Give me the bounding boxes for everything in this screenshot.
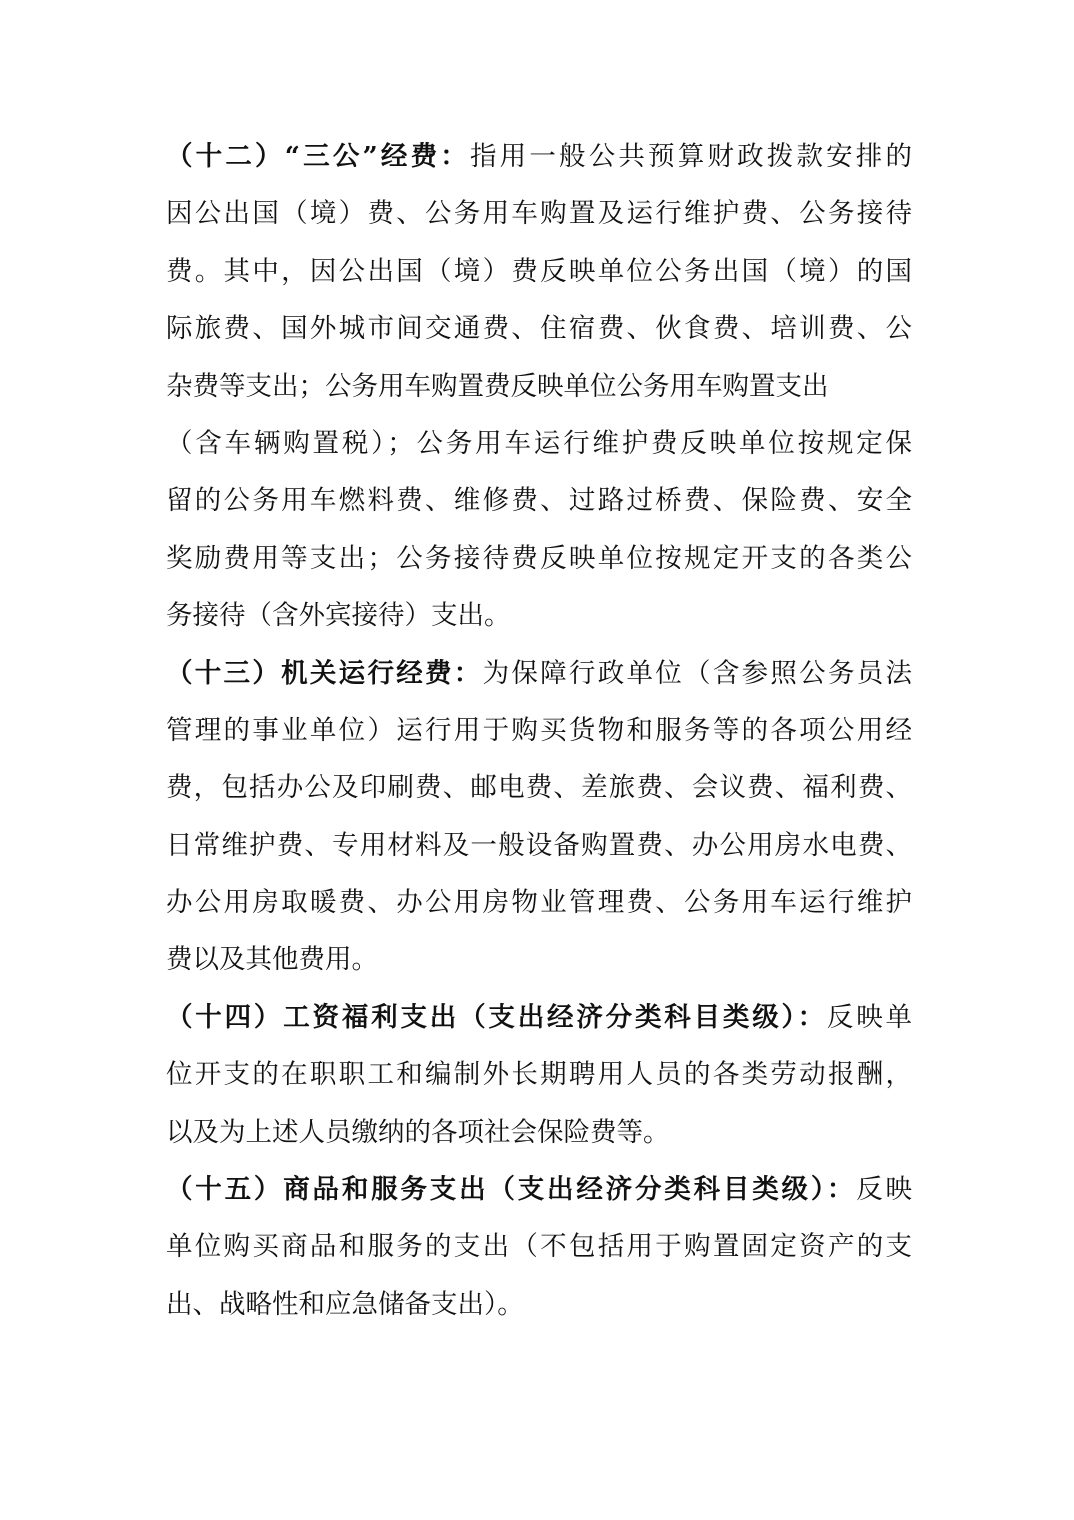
line-text: （含车辆购置税）；公务用车运行维护费反映单位按规定保	[166, 427, 912, 459]
text-line	[166, 759, 912, 816]
text-line	[166, 415, 912, 472]
line-text: 管理的事业单位）运行用于购买货物和服务等的各项公用经	[166, 714, 912, 746]
text-line	[166, 243, 912, 300]
text-line	[166, 1218, 912, 1275]
line-text: 日常维护费、专用材料及一般设备购置费、办公用房水电费、	[166, 829, 912, 861]
text-line	[166, 1161, 912, 1218]
line-text: 位开支的在职职工和编制外长期聘用人员的各类劳动报酬，	[166, 1059, 912, 1091]
line-text: 因公出国（境）费、公务用车购置及运行维护费、公务接待	[166, 198, 912, 230]
line-text: 指用一般公共预算财政拨款安排的	[469, 141, 912, 172]
text-line	[166, 931, 912, 988]
paragraph-wages-welfare	[166, 989, 912, 1161]
text-line	[166, 472, 912, 529]
line-text: 奖励费用等支出；公务接待费反映单位按规定开支的各类公	[166, 542, 912, 574]
line-text: 杂费等支出；公务用车购置费反映单位公务用车购置支出	[166, 370, 829, 402]
text-line	[166, 128, 912, 185]
line-text: 以及为上述人员缴纳的各项社会保险费等。	[166, 1116, 670, 1148]
term-heading: （十二）“三公”经费：	[166, 141, 470, 172]
line-text: 办公用房取暖费、办公用房物业管理费、公务用车运行维护	[166, 887, 912, 919]
line-text: 为保障行政单位（含参照公务员法	[482, 657, 913, 689]
paragraph-sangong-funds	[166, 128, 912, 645]
line-text: 出、战略性和应急储备支出）。	[166, 1288, 524, 1320]
term-heading: （十五）商品和服务支出（支出经济分类科目类级）：	[166, 1174, 857, 1206]
line-text: 务接待（含外宾接待）支出。	[166, 600, 511, 632]
line-text: 留的公务用车燃料费、维修费、过路过桥费、保险费、安全	[166, 485, 912, 517]
text-line	[166, 874, 912, 931]
text-line	[166, 1104, 912, 1161]
text-line	[166, 587, 912, 644]
text-line	[166, 989, 912, 1046]
document-page	[166, 128, 912, 1333]
text-line	[166, 185, 912, 242]
text-line	[166, 1276, 912, 1333]
line-text: 际旅费、国外城市间交通费、住宿费、伙食费、培训费、公	[166, 313, 912, 345]
line-text: 费，包括办公及印刷费、邮电费、差旅费、会议费、福利费、	[166, 772, 912, 804]
line-text: 费以及其他费用。	[166, 944, 378, 976]
line-text: 费。其中，因公出国（境）费反映单位公务出国（境）的国	[166, 255, 912, 287]
line-text: 反映	[856, 1174, 913, 1206]
paragraph-operating-funds	[166, 645, 912, 989]
text-line	[166, 645, 912, 702]
paragraph-goods-services	[166, 1161, 912, 1333]
text-line	[166, 1046, 912, 1103]
line-text: 反映单	[826, 1001, 913, 1033]
text-line	[166, 817, 912, 874]
term-heading: （十三）机关运行经费：	[166, 657, 483, 689]
text-line	[166, 300, 912, 357]
text-line	[166, 530, 912, 587]
text-line	[166, 702, 912, 759]
line-text: 单位购买商品和服务的支出（不包括用于购置固定资产的支	[166, 1231, 912, 1263]
term-heading: （十四）工资福利支出（支出经济分类科目类级）：	[166, 1001, 827, 1033]
text-line	[166, 358, 912, 415]
